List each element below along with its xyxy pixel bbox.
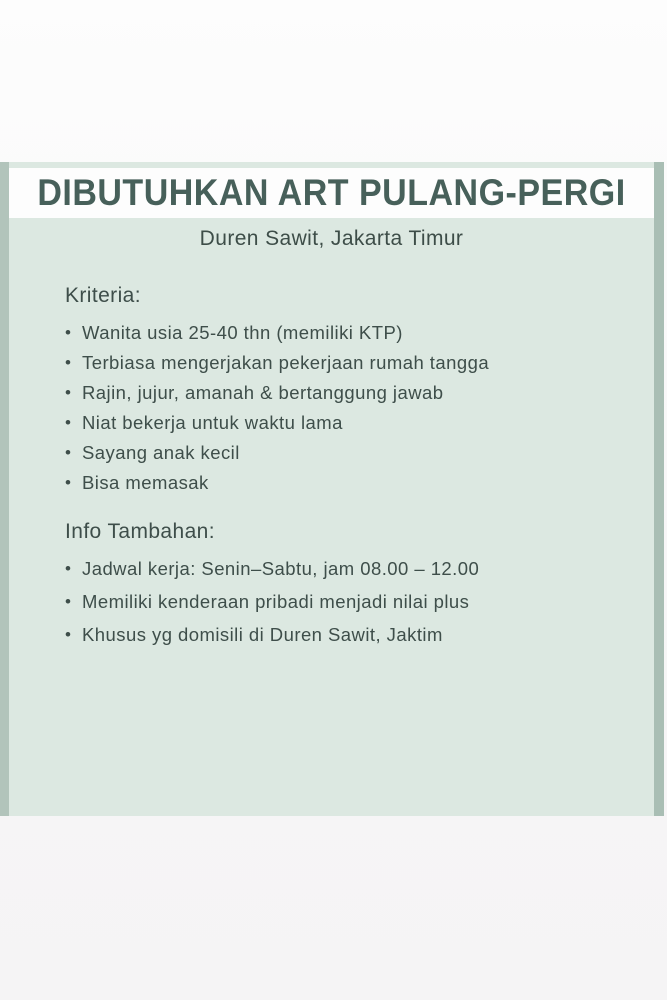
list-item-text: Rajin, jujur, amanah & bertanggung jawab	[82, 382, 444, 403]
criteria-list	[65, 318, 618, 498]
list-item	[65, 468, 618, 498]
bullet-dot-icon: •	[65, 559, 72, 578]
flyer-location: Duren Sawit, Jakarta Timur	[199, 227, 464, 250]
list-item-text: Jadwal kerja: Senin–Sabtu, jam 08.00 – 12.00	[82, 558, 480, 579]
section-kriteria	[65, 284, 618, 498]
list-item	[65, 408, 618, 438]
bullet-dot-icon: •	[65, 473, 72, 492]
bullet-dot-icon: •	[65, 323, 72, 342]
section-heading: Kriteria:	[65, 284, 141, 307]
section-info-tambahan	[65, 520, 618, 650]
list-item-text: Memiliki kenderaan pribadi menjadi nilai plus	[82, 591, 470, 612]
list-item	[65, 318, 618, 348]
list-item	[65, 438, 618, 468]
bullet-dot-icon: •	[65, 592, 72, 611]
bullet-dot-icon: •	[65, 625, 72, 644]
section-heading: Info Tambahan:	[65, 520, 215, 543]
list-item-text: Wanita usia 25-40 thn (memiliki KTP)	[82, 322, 403, 343]
list-item	[65, 378, 618, 408]
info-list	[65, 554, 618, 650]
bullet-dot-icon: •	[65, 413, 72, 432]
list-item-text: Bisa memasak	[82, 472, 209, 493]
list-item-text: Khusus yg domisili di Duren Sawit, Jaktim	[82, 624, 443, 645]
bullet-dot-icon: •	[65, 383, 72, 402]
flyer-content	[9, 251, 654, 650]
bullet-dot-icon: •	[65, 443, 72, 462]
list-item	[65, 587, 618, 617]
list-item-text: Sayang anak kecil	[82, 442, 240, 463]
list-item	[65, 348, 618, 378]
list-item	[65, 620, 618, 650]
flyer-panel	[0, 162, 664, 816]
flyer-title-band	[9, 168, 654, 218]
flyer-title: DIBUTUHKAN ART PULANG-PERGI	[37, 171, 626, 213]
list-item-text: Niat bekerja untuk waktu lama	[82, 412, 343, 433]
list-item-text: Terbiasa mengerjakan pekerjaan rumah tangga	[82, 352, 490, 373]
bullet-dot-icon: •	[65, 353, 72, 372]
list-item	[65, 554, 618, 584]
